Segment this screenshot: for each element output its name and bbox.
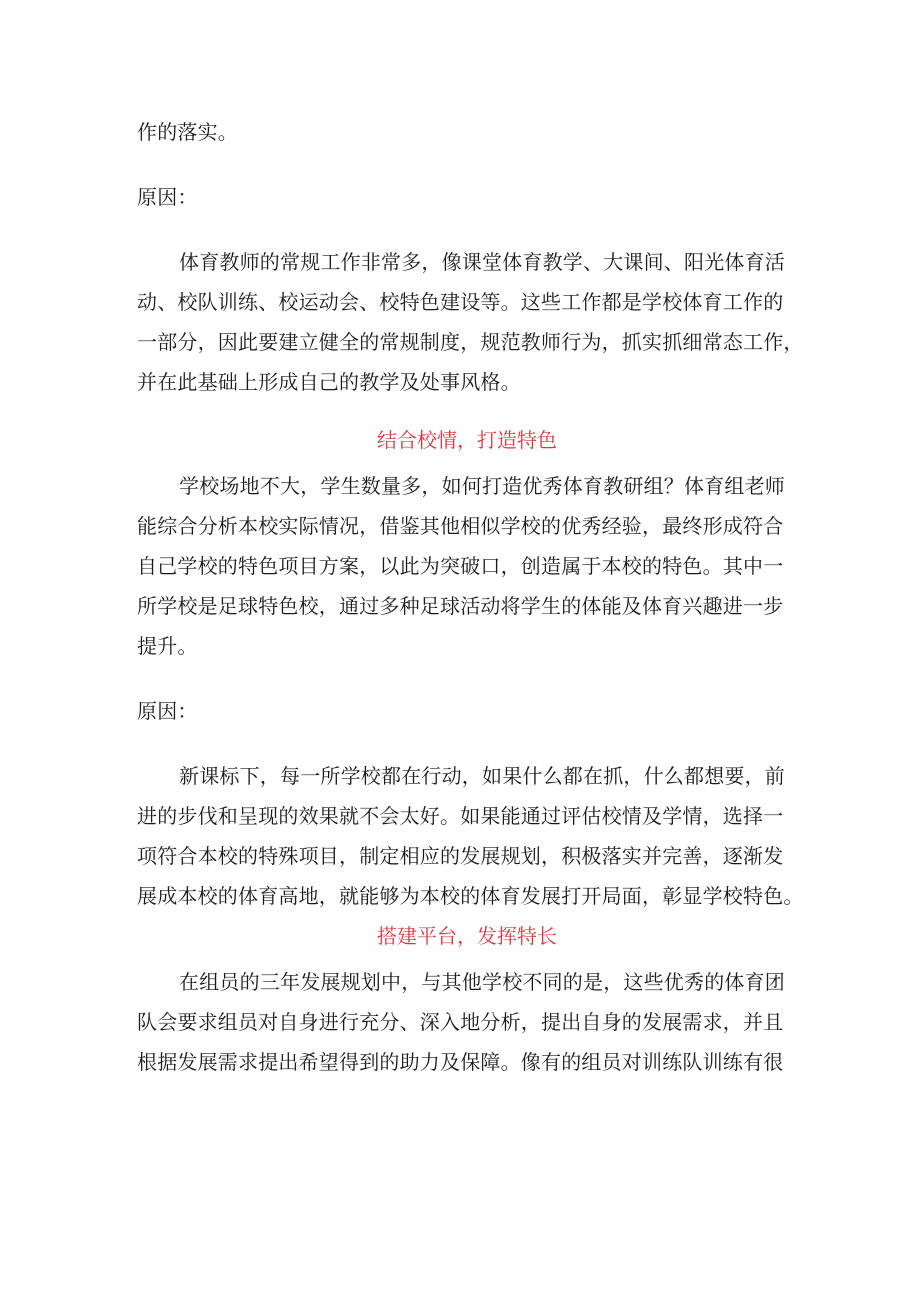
text-line: 根据发展需求提出希望得到的助力及保障。像有的组员对训练队训练有很 [137, 1050, 784, 1074]
text-line: 自己学校的特色项目方案，以此为突破口，创造属于本校的特色。其中一 [137, 554, 784, 578]
text-line: 队会要求组员对自身进行充分、深入地分析，提出自身的发展需求，并且 [137, 1010, 784, 1034]
text-line: 进的步伐和呈现的效果就不会太好。如果能通过评估校情及学情，选择一 [137, 804, 784, 828]
section-heading: 结合校情，打造特色 [377, 428, 557, 452]
text-line: 在组员的三年发展规划中，与其他学校不同的是，这些优秀的体育团 [179, 970, 785, 994]
paragraph-1 [137, 242, 804, 402]
text-line: 作的落实。 [137, 120, 238, 144]
reason-label: 原因： [137, 185, 198, 209]
text-line: 新课标下，每一所学校都在行动，如果什么都在抓，什么都想要，前 [179, 764, 785, 788]
reason-label: 原因： [137, 699, 198, 723]
text-line: 并在此基础上形成自己的教学及处事风格。 [137, 370, 521, 394]
text-line: 所学校是足球特色校，通过多种足球活动将学生的体能及体育兴趣进一步 [137, 594, 784, 618]
text-line: 学校场地不大，学生数量多，如何打造优秀体育教研组？体育组老师 [179, 474, 785, 498]
document-page [137, 112, 804, 1082]
text-line: 提升。 [137, 634, 198, 658]
text-line: 项符合本校的特殊项目，制定相应的发展规划，积极落实并完善，逐渐发 [137, 844, 784, 868]
section-heading: 搭建平台，发挥特长 [377, 924, 557, 948]
text-line: 动、校队训练、校运动会、校特色建设等。这些工作都是学校体育工作的 [137, 290, 784, 314]
paragraph-2 [137, 466, 797, 666]
text-line: 体育教师的常规工作非常多，像课堂体育教学、大课间、阳光体育活 [179, 250, 785, 274]
paragraph-4 [137, 962, 797, 1082]
text-line: 一部分，因此要建立健全的常规制度，规范教师行为，抓实抓细常态工作， [137, 330, 804, 354]
text-line: 展成本校的体育高地，就能够为本校的体育发展打开局面，彰显学校特色。 [137, 884, 804, 908]
paragraph-3 [137, 756, 804, 916]
text-line: 能综合分析本校实际情况，借鉴其他相似学校的优秀经验，最终形成符合 [137, 514, 784, 538]
